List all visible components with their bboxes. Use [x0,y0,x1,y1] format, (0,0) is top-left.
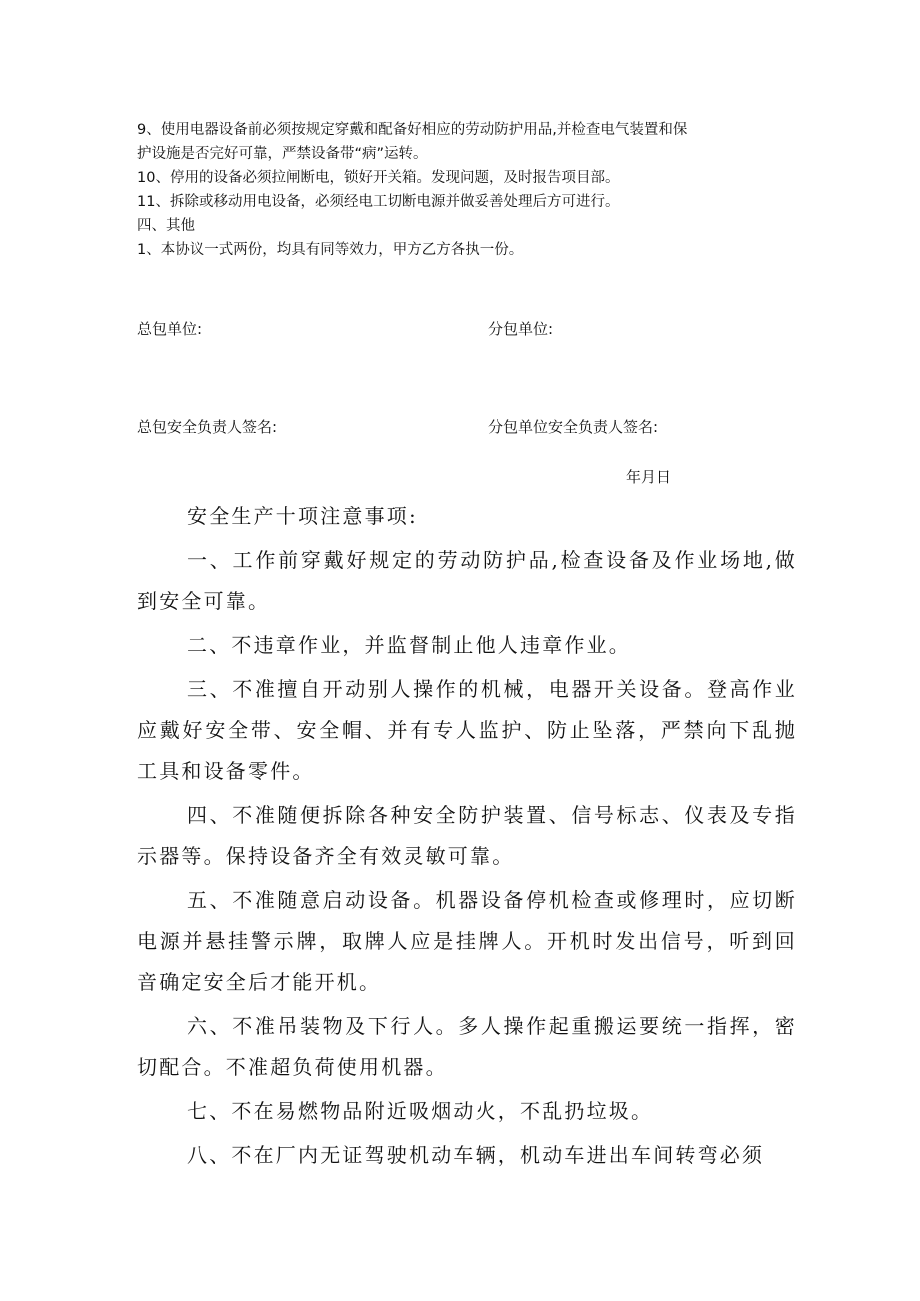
clause-line-3: 10、停用的设备必须拉闸断电，锁好开关箱。发现问题，及时报告项目部。 [137,170,620,186]
note-item-1: 一、工作前穿戴好规定的劳动防护品,检查设备及作业场地,做到安全可靠。 [137,548,797,613]
general-safety-signature-label: 总包安全负责人签名: [137,418,278,436]
note-item-2: 二、不违章作业，并监督制止他人违章作业。 [187,633,631,657]
clause-line-2: 护设施是否完好可靠，严禁设备带“病”运转。 [137,146,428,162]
agreement-clauses [137,118,797,262]
section-heading-other: 四、其他 [137,218,195,234]
note-item-4: 四、不准随便拆除各种安全防护装置、信号标志、仪表及专指示器等。保持设备齐全有效灵敏可靠。 [137,803,797,868]
clause-line-1: 9、使用电器设备前必须按规定穿戴和配备好相应的劳动防护用品,并检查电气装置和保 [137,122,688,138]
date-label: 年月日 [626,468,672,486]
clause-line-4: 11、拆除或移动用电设备，必须经电工切断电源并做妥善处理后方可进行。 [137,194,620,210]
general-contractor-label: 总包单位: [137,320,203,338]
subcontractor-label: 分包单位: [488,320,554,338]
note-item-7: 七、不在易燃物品附近吸烟动火，不乱扔垃圾。 [187,1099,654,1123]
note-item-6: 六、不准吊装物及下行人。多人操作起重搬运要统一指挥，密切配合。不准超负荷使用机器。 [137,1014,797,1079]
notes-title: 安全生产十项注意事项: [187,504,418,528]
safety-notes [137,496,797,1179]
note-item-8: 八、不在厂内无证驾驶机动车辆，机动车进出车间转弯必须 [187,1143,765,1167]
sub-safety-signature-label: 分包单位安全负责人签名: [488,418,659,436]
note-item-3: 三、不准擅自开动别人操作的机械，电器开关设备。登高作业应戴好安全带、安全帽、并有专人监护、防止坠落，严禁向下乱抛工具和设备零件。 [137,677,797,783]
clause-line-6: 1、本协议一式两份，均具有同等效力，甲方乙方各执一份。 [137,242,524,258]
note-item-5: 五、不准随意启动设备。机器设备停机检查或修理时，应切断电源并悬挂警示牌，取牌人应是挂牌人。开机时发出信号，听到回音确定安全后才能开机。 [137,888,797,994]
